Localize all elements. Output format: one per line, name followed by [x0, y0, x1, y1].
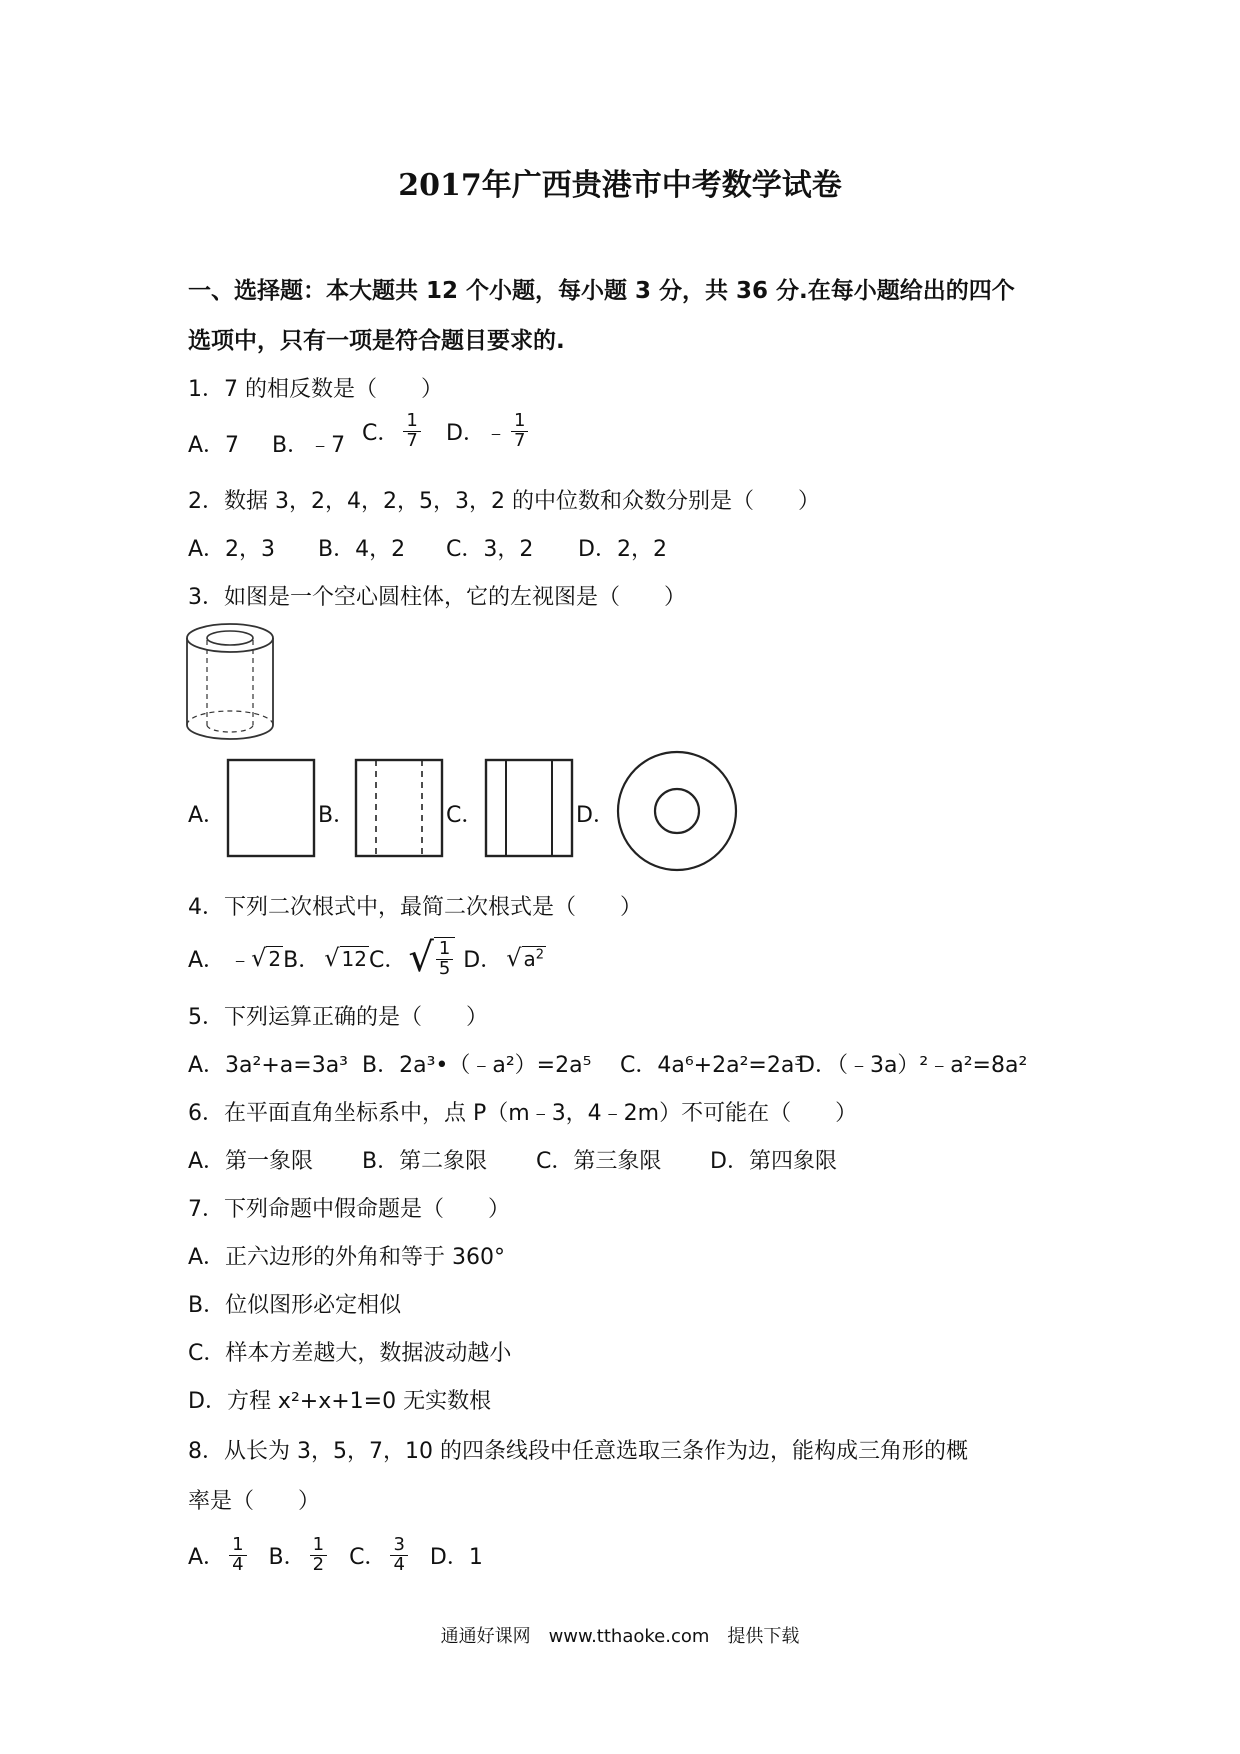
q4-option-c-fraction — [436, 940, 453, 979]
q1-option-d-sign: ﹣ — [484, 420, 507, 446]
q7-option-a: A．正六边形的外角和等于 360° — [188, 1245, 506, 1270]
q1-option-a: A．7 — [188, 433, 240, 458]
question-3-stem: 3．如图是一个空心圆柱体，它的左视图是（ ） — [188, 585, 686, 610]
q8-option-b-label: B． — [268, 1544, 306, 1570]
question-7-stem: 7．下列命题中假命题是（ ） — [188, 1197, 510, 1222]
q4-option-c-radical — [408, 937, 455, 979]
q4-option-b-label: B． — [283, 947, 321, 973]
q6-option-a: A．第一象限 — [188, 1149, 314, 1174]
q6-option-b: B．第二象限 — [362, 1149, 488, 1174]
q7-option-c: C．样本方差越大，数据波动越小 — [188, 1341, 512, 1366]
q4-option-a-radical — [251, 943, 283, 972]
radical-sign-icon: √ — [408, 935, 434, 981]
fraction-denominator: 5 — [438, 958, 451, 979]
fraction-numerator: 1 — [310, 1536, 327, 1556]
q3-option-c-figure — [484, 758, 576, 860]
q3-option-b-label: B． — [318, 803, 356, 828]
q5-option-a: A．3a²+a=3a³ — [188, 1053, 348, 1078]
fraction-numerator: 1 — [511, 412, 528, 432]
q1-option-d-label: D． — [446, 420, 485, 446]
fraction-numerator: 3 — [390, 1536, 407, 1556]
q3-option-b-figure — [354, 758, 446, 860]
fraction-denominator: 4 — [393, 1553, 405, 1575]
radicand: 2 — [268, 946, 282, 971]
section-heading-line1: 一、选择题：本大题共 12 个小题，每小题 3 分，共 36 分.在每小题给出的四个 — [188, 278, 1015, 304]
radicand: 12 — [341, 946, 367, 971]
q2-option-d: D．2，2 — [578, 537, 667, 562]
q3-option-c-label: C． — [446, 803, 484, 828]
question-8-stem-line1: 8．从长为 3，5，7，10 的四条线段中任意选取三条作为边，能构成三角形的概 — [188, 1439, 968, 1464]
q8-option-a-label: A． — [188, 1544, 226, 1570]
q6-option-d: D．第四象限 — [710, 1149, 837, 1174]
q2-option-c: C．3，2 — [446, 537, 534, 562]
q3-option-a-label: A． — [188, 803, 226, 828]
q7-option-b: B．位似图形必定相似 — [188, 1293, 402, 1318]
fraction-denominator: 4 — [232, 1553, 244, 1575]
q3-option-a-figure — [226, 758, 318, 860]
q2-option-a: A．2，3 — [188, 537, 276, 562]
q4-options-row — [188, 932, 546, 984]
fraction-denominator: 2 — [312, 1553, 325, 1575]
q8-option-c-label: C． — [349, 1544, 387, 1570]
q8-option-c-fraction — [390, 1533, 407, 1575]
q5-option-b: B．2a³•（﹣a²）=2a⁵ — [362, 1053, 592, 1078]
fraction-denominator: 7 — [406, 429, 418, 451]
q3-option-d-figure — [614, 748, 740, 874]
q4-option-d-radical — [506, 943, 546, 972]
radicand-exponent: 2 — [535, 946, 545, 962]
q7-option-d: D．方程 x²+x+1=0 无实数根 — [188, 1389, 492, 1414]
question-8-stem-line2: 率是（ ） — [188, 1489, 321, 1514]
q8-option-d: D．1 — [429, 1544, 483, 1570]
q8-option-a-fraction — [229, 1533, 246, 1575]
radical-sign-icon: √ — [251, 943, 267, 972]
question-4-stem: 4．下列二次根式中，最简二次根式是（ ） — [188, 895, 642, 920]
question-6-stem: 6．在平面直角坐标系中，点 P（m﹣3，4﹣2m）不可能在（ ） — [188, 1101, 858, 1126]
q2-option-b: B．4，2 — [318, 537, 406, 562]
q8-option-b-fraction — [310, 1533, 327, 1575]
radical-sign-icon: √ — [324, 943, 340, 972]
q4-option-c-label: C． — [368, 947, 407, 973]
radicand-base: a — [523, 946, 536, 971]
fraction-numerator: 1 — [229, 1536, 246, 1556]
question-2-stem: 2．数据 3，2，4，2，5，3，2 的中位数和众数分别是（ ） — [188, 489, 820, 514]
question-1-stem: 1．7 的相反数是（ ） — [188, 377, 443, 402]
q1-option-c — [362, 412, 425, 451]
radicand — [434, 937, 455, 979]
q6-option-c: C．第三象限 — [536, 1149, 662, 1174]
q1-option-d — [446, 412, 532, 451]
q5-option-d: D．（﹣3a）²﹣a²=8a² — [798, 1053, 1028, 1078]
question-5-stem: 5．下列运算正确的是（ ） — [188, 1005, 488, 1030]
radical-sign-icon: √ — [506, 943, 522, 972]
q4-option-d-label: D． — [463, 947, 503, 973]
q4-option-b-radical — [324, 943, 369, 972]
radicand — [522, 946, 547, 971]
page-footer: 通通好课网 www.tthaoke.com 提供下载 — [440, 1626, 800, 1647]
q1-option-d-fraction — [511, 412, 528, 451]
q3-option-d-label: D． — [576, 803, 615, 828]
fraction-denominator: 7 — [513, 429, 526, 451]
q4-option-a-label: A． — [188, 947, 226, 973]
q8-options-row — [188, 1528, 483, 1582]
q1-option-c-label: C． — [362, 420, 400, 446]
fraction-numerator: 1 — [403, 412, 420, 432]
q4-option-a-sign: ﹣ — [229, 947, 252, 973]
hollow-cylinder-figure — [184, 618, 284, 748]
q1-option-c-fraction — [403, 412, 420, 451]
section-heading-line2: 选项中，只有一项是符合题目要求的. — [188, 328, 565, 354]
q1-option-b: B．﹣7 — [272, 433, 346, 458]
page-title: 2017年广西贵港市中考数学试卷 — [398, 168, 842, 203]
q5-option-c: C．4a⁶+2a²=2a³ — [620, 1053, 804, 1078]
fraction-numerator: 1 — [436, 940, 453, 960]
